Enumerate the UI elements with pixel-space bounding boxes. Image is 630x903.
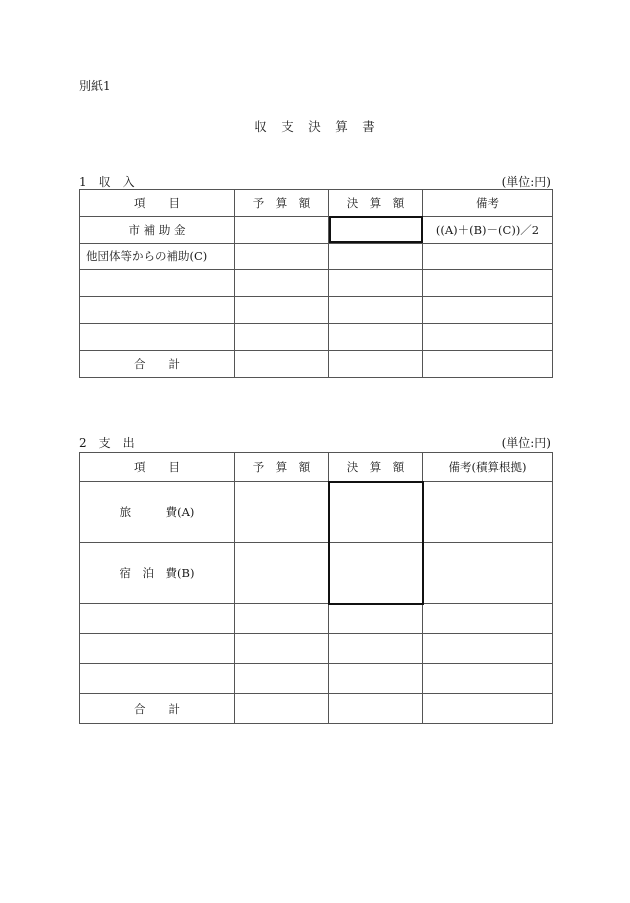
item-cell[interactable] <box>80 664 235 694</box>
budget-cell[interactable] <box>235 604 329 634</box>
remarks-cell[interactable] <box>423 694 553 724</box>
table-row <box>80 297 553 324</box>
table-row <box>80 604 553 634</box>
settlement-total-cell[interactable] <box>329 350 423 377</box>
total-label: 合 計 <box>80 350 235 377</box>
budget-cell[interactable] <box>235 243 329 270</box>
item-cell: 旅 費(A) <box>80 482 235 543</box>
item-cell[interactable] <box>80 297 235 324</box>
header-item: 項 目 <box>80 453 235 482</box>
header-budget: 予 算 額 <box>235 453 329 482</box>
settlement-cell[interactable] <box>329 297 423 324</box>
remarks-cell[interactable] <box>423 482 553 543</box>
income-section-title: 1 収 入 <box>79 175 135 189</box>
settlement-cell[interactable] <box>329 270 423 297</box>
remarks-cell[interactable] <box>423 270 553 297</box>
table-row <box>80 270 553 297</box>
table-row <box>80 482 553 543</box>
table-row <box>80 543 553 604</box>
table-row <box>80 216 553 243</box>
budget-cell[interactable] <box>235 216 329 243</box>
budget-total-cell[interactable] <box>235 350 329 377</box>
total-row <box>80 694 553 724</box>
settlement-cell[interactable] <box>329 634 423 664</box>
annex-label: 別紙1 <box>79 79 111 93</box>
table-row <box>80 664 553 694</box>
settlement-cell[interactable] <box>329 482 423 543</box>
expense-table <box>79 452 553 724</box>
budget-cell[interactable] <box>235 482 329 543</box>
item-cell: 市 補 助 金 <box>80 216 235 243</box>
header-settlement: 決 算 額 <box>329 453 423 482</box>
table-row <box>80 243 553 270</box>
settlement-cell[interactable] <box>329 543 423 604</box>
expense-header-row <box>80 453 553 482</box>
settlement-total-cell[interactable] <box>329 694 423 724</box>
remarks-cell[interactable] <box>423 604 553 634</box>
item-cell[interactable] <box>80 323 235 350</box>
budget-total-cell[interactable] <box>235 694 329 724</box>
settlement-cell[interactable] <box>329 216 423 243</box>
remarks-cell[interactable] <box>423 634 553 664</box>
header-budget: 予 算 額 <box>235 190 329 217</box>
income-table <box>79 189 553 378</box>
budget-cell[interactable] <box>235 543 329 604</box>
remarks-cell: ((A)＋(B)－(C))／2 <box>423 216 553 243</box>
total-label: 合 計 <box>80 694 235 724</box>
item-cell[interactable] <box>80 634 235 664</box>
item-cell[interactable] <box>80 604 235 634</box>
budget-cell[interactable] <box>235 270 329 297</box>
table-row <box>80 323 553 350</box>
remarks-cell <box>423 243 553 270</box>
expense-section-title: 2 支 出 <box>79 436 135 450</box>
header-remarks: 備考(積算根拠) <box>423 453 553 482</box>
table-row <box>80 634 553 664</box>
settlement-cell[interactable] <box>329 323 423 350</box>
settlement-cell[interactable] <box>329 604 423 634</box>
header-item: 項 目 <box>80 190 235 217</box>
header-settlement: 決 算 額 <box>329 190 423 217</box>
remarks-cell[interactable] <box>423 350 553 377</box>
income-unit-label: (単位:円) <box>501 175 551 189</box>
income-header-row <box>80 190 553 217</box>
budget-cell[interactable] <box>235 664 329 694</box>
budget-cell[interactable] <box>235 323 329 350</box>
total-row <box>80 350 553 377</box>
header-remarks: 備考 <box>423 190 553 217</box>
document-title: 収 支 決 算 書 <box>254 119 376 134</box>
item-cell: 他団体等からの補助(C) <box>80 243 235 270</box>
settlement-cell[interactable] <box>329 243 423 270</box>
settlement-cell[interactable] <box>329 664 423 694</box>
item-cell[interactable] <box>80 270 235 297</box>
expense-unit-label: (単位:円) <box>501 436 551 450</box>
remarks-cell[interactable] <box>423 297 553 324</box>
remarks-cell[interactable] <box>423 323 553 350</box>
budget-cell[interactable] <box>235 297 329 324</box>
remarks-cell[interactable] <box>423 664 553 694</box>
remarks-cell[interactable] <box>423 543 553 604</box>
budget-cell[interactable] <box>235 634 329 664</box>
item-cell: 宿 泊 費(B) <box>80 543 235 604</box>
